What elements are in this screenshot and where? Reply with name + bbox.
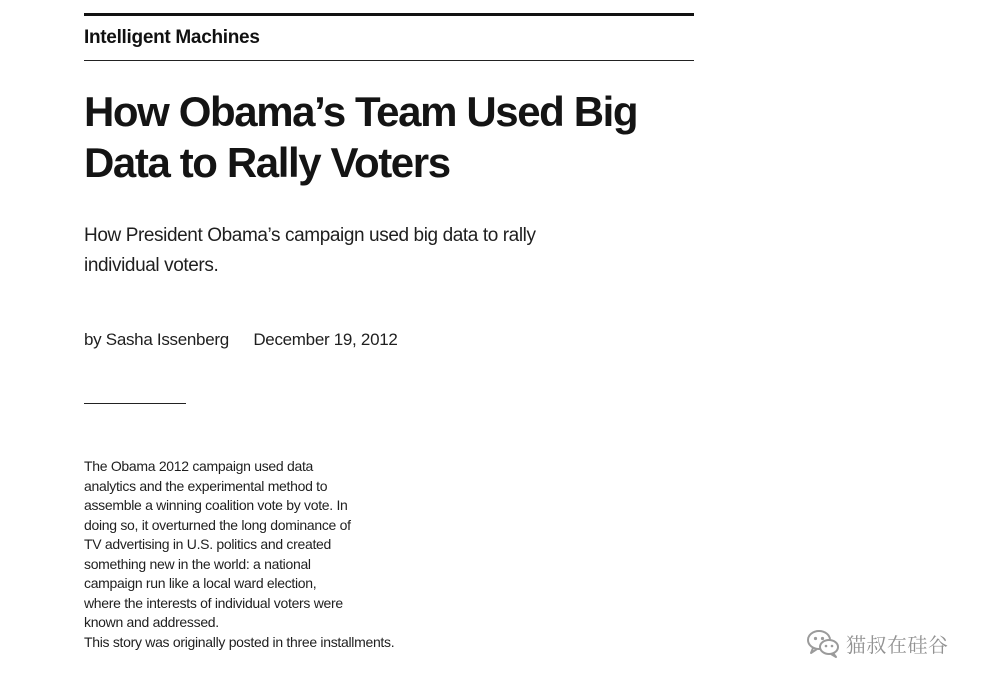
summary-line: analytics and the experimental method to (84, 477, 328, 494)
summary-line: TV advertising in U.S. politics and created (84, 536, 332, 552)
summary-line: This story was originally posted in three installments. (84, 633, 395, 650)
watermark (806, 625, 949, 661)
publish-date: December 19, 2012 (253, 330, 398, 349)
section-rule (84, 60, 694, 61)
top-rule (84, 13, 694, 16)
summary-line: The Obama 2012 campaign used data (84, 458, 314, 474)
wechat-icon (806, 628, 840, 658)
summary-line: assemble a winning coalition vote by vote. In (84, 497, 348, 513)
summary-line: where the interests of individual voters were (84, 594, 343, 611)
section-label[interactable]: Intelligent Machines (84, 27, 260, 48)
summary-line: something new in the world: a national (84, 555, 311, 572)
byline[interactable]: by Sasha Issenberg (84, 330, 229, 349)
article-dek: How President Obama’s campaign used big data to rally individual voters. (84, 225, 536, 276)
summary-line: campaign run like a local ward election, (84, 575, 317, 591)
summary-line: known and addressed. (84, 614, 219, 630)
short-divider (84, 403, 186, 404)
article-summary (84, 457, 444, 652)
byline-row (84, 330, 398, 350)
watermark-text: 猫叔在硅谷 (846, 632, 949, 657)
summary-line: doing so, it overturned the long dominance of (84, 516, 351, 533)
article-title: How Obama’s Team Used Big Data to Rally Voters (84, 88, 638, 186)
